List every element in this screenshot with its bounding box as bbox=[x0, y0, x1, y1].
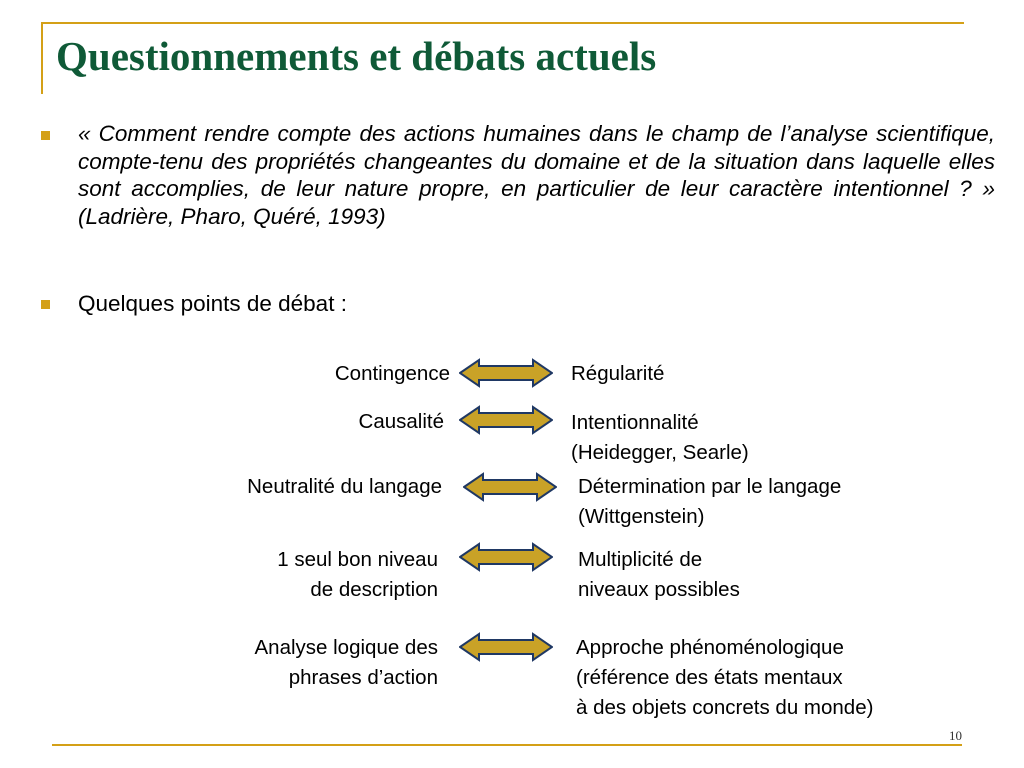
slide-number: 10 bbox=[949, 728, 962, 743]
debate-left-term: Causalité bbox=[358, 410, 444, 433]
debate-left-term: Neutralité du langage bbox=[247, 475, 442, 498]
debate-left-term: 1 seul bon niveau de description bbox=[277, 548, 438, 601]
debate-right-term: Multiplicité de niveaux possibles bbox=[578, 548, 740, 601]
frame-top-line bbox=[41, 22, 964, 24]
double-arrow-icon bbox=[459, 632, 553, 662]
debate-right-term: Intentionnalité (Heidegger, Searle) bbox=[571, 411, 749, 464]
slide-title: Questionnements et débats actuels bbox=[56, 33, 657, 79]
debate-left-term: Contingence bbox=[334, 362, 450, 385]
double-arrow-icon bbox=[459, 358, 553, 388]
square-bullet-icon bbox=[41, 300, 50, 309]
debate-right-term: Détermination par le langage (Wittgenstein) bbox=[578, 475, 842, 528]
double-arrow-icon bbox=[463, 472, 557, 502]
debate-left-term: Analyse logique des phrases d’action bbox=[254, 636, 438, 689]
square-bullet-icon bbox=[41, 131, 50, 140]
frame-left-line bbox=[41, 22, 43, 94]
double-arrow-icon bbox=[459, 542, 553, 572]
frame-bottom-line bbox=[52, 744, 962, 746]
debate-right-term: Approche phénoménologique (référence des états mentaux à des objets concrets du monde) bbox=[576, 636, 874, 719]
quote-text: « Comment rendre compte des actions humaines dans le champ de l’analyse scientifique, compte-tenu des propriétés changeantes du domaine et de la situation dans laquelle elles sont accomplies, de leur nature propre, en particulier de leur caractère intentionnel ? » (Ladrière, Pharo, Quéré, 1993) bbox=[78, 121, 995, 229]
points-label: Quelques points de débat : bbox=[78, 291, 347, 316]
double-arrow-icon bbox=[459, 405, 553, 435]
debate-right-term: Régularité bbox=[571, 362, 665, 385]
